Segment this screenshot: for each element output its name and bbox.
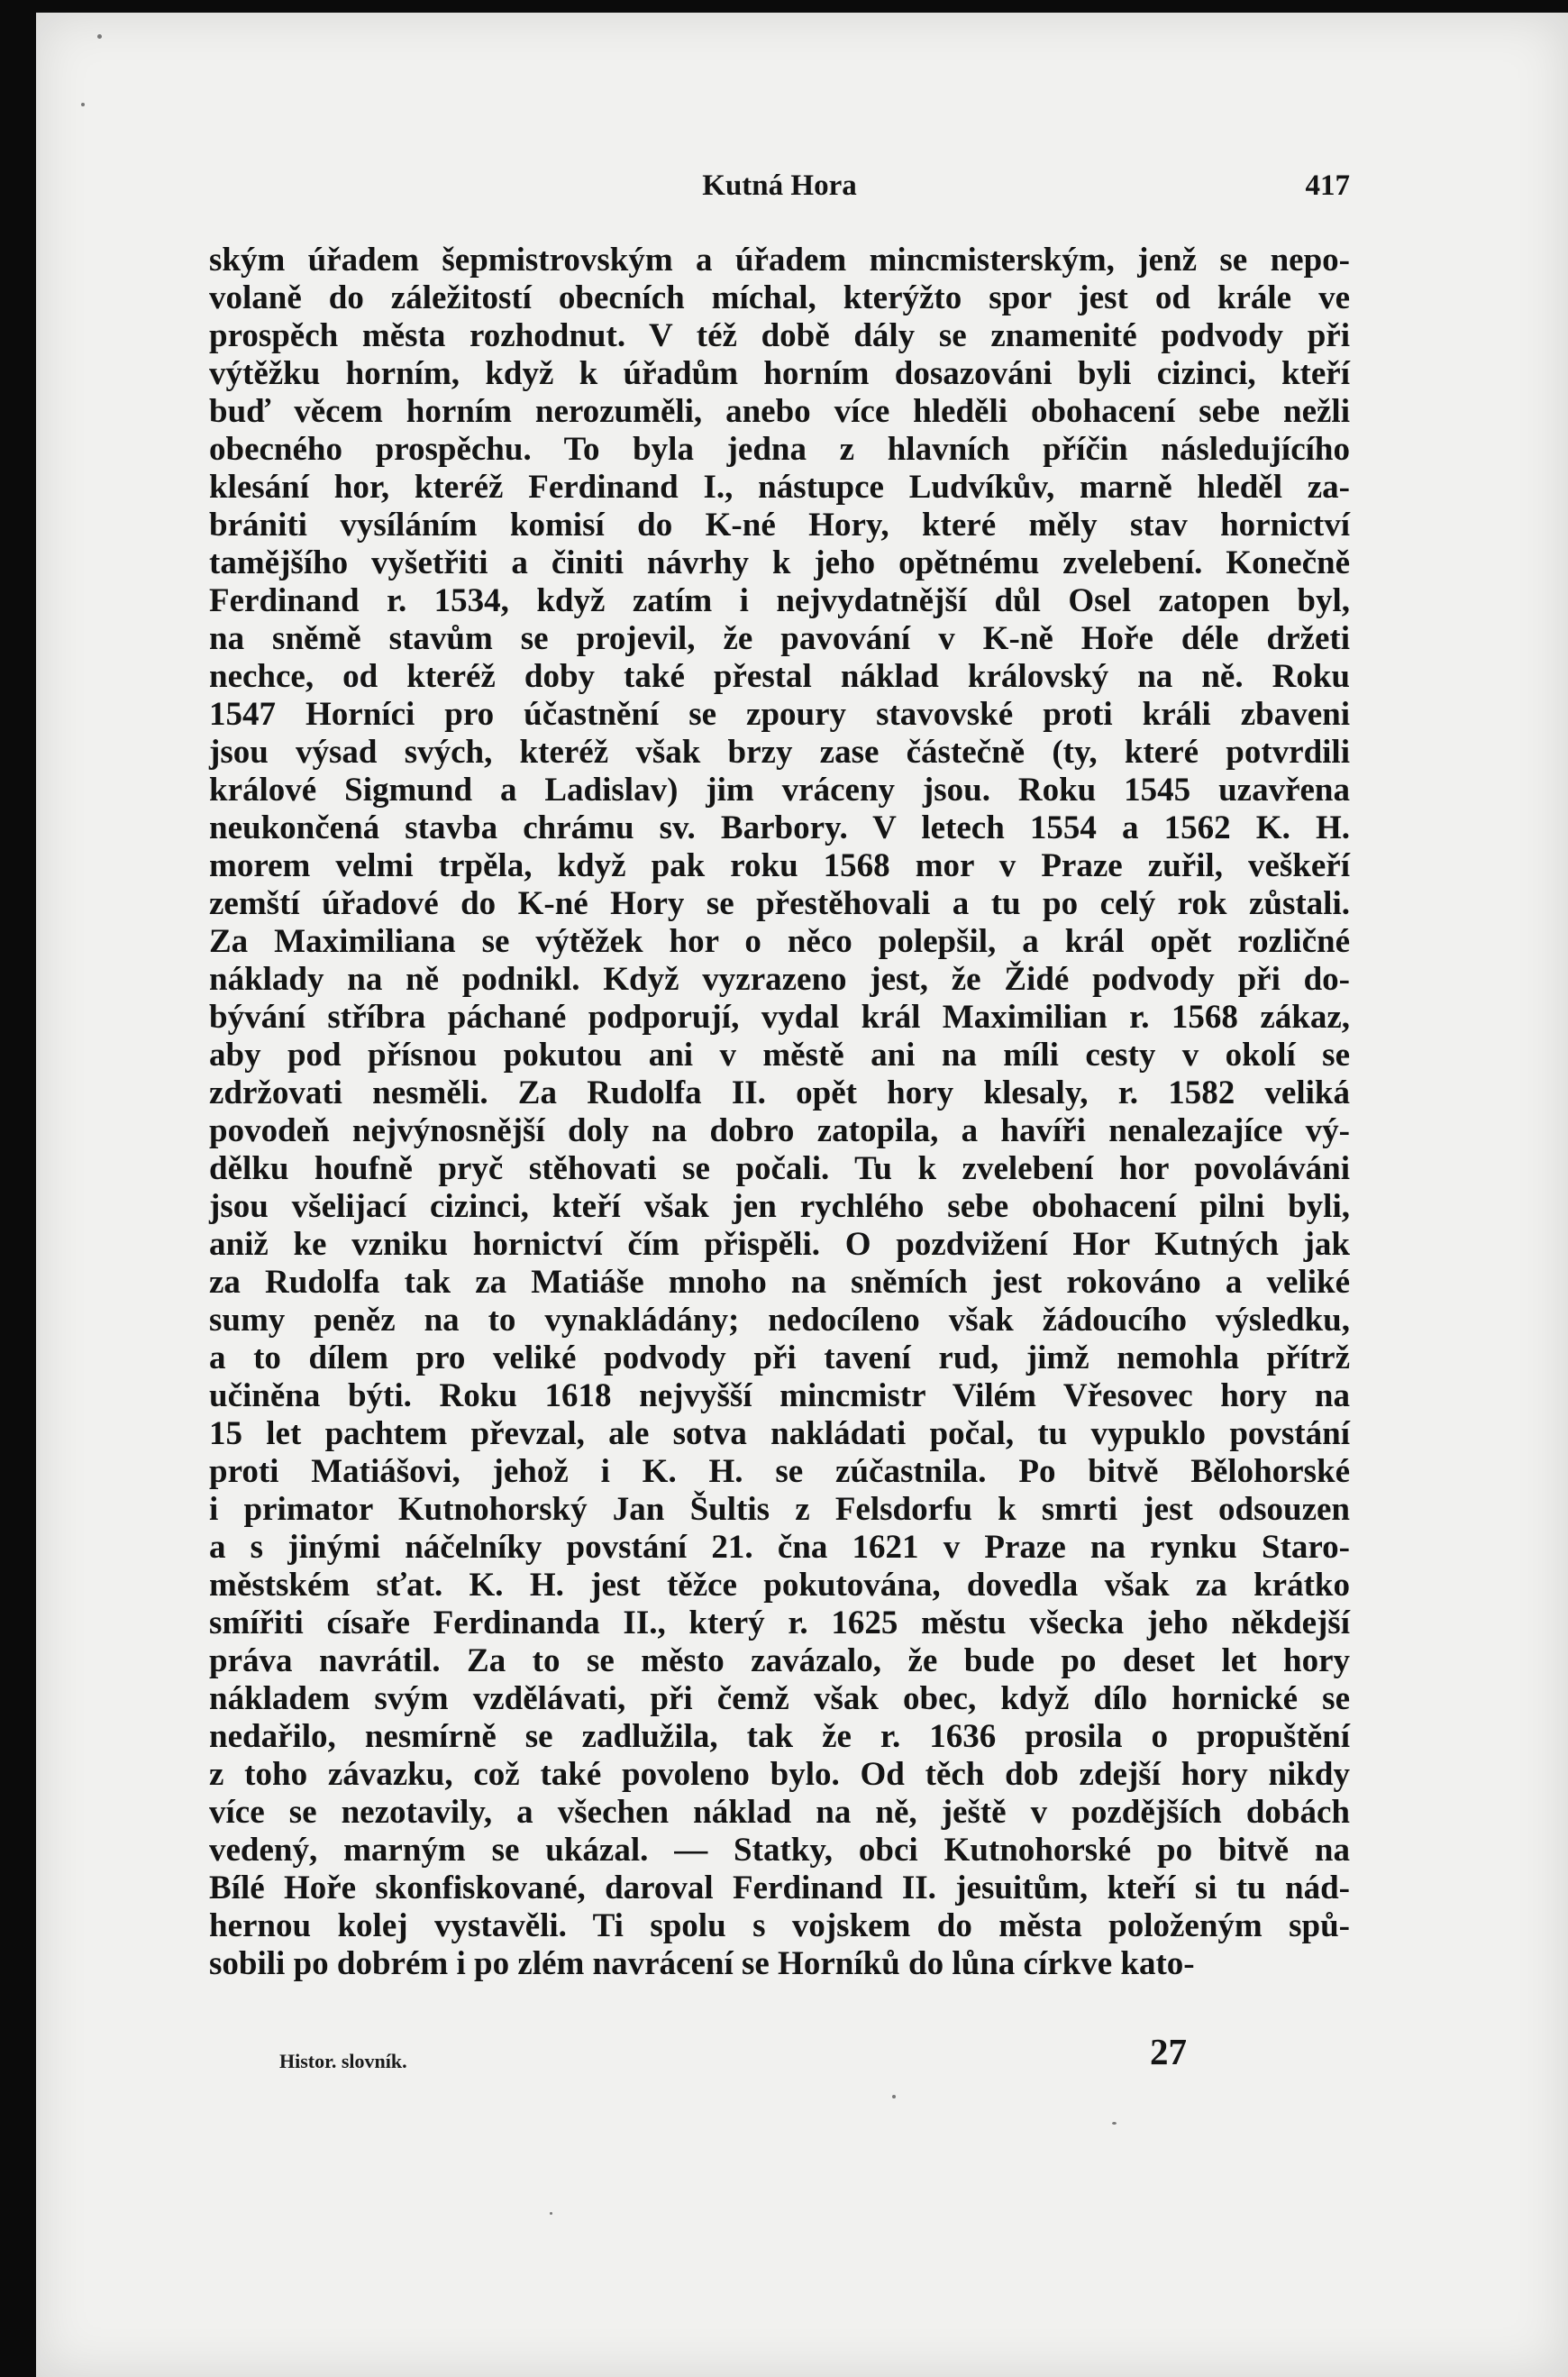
text-line: neukončená stavba chrámu sv. Barbory. V letech 1554 a 1562 K. H. <box>209 809 1350 846</box>
text-line: nedařilo, nesmírně se zadlužila, tak že r. 1636 prosila o propuštění <box>209 1718 1350 1755</box>
text-line: Bílé Hoře skonfiskované, daroval Ferdinand II. jesuitům, kteří si tu nád- <box>209 1870 1350 1906</box>
text-line: 15 let pachtem převzal, ale sotva nakládati počal, tu vypuklo povstání <box>209 1415 1350 1452</box>
text-line: nechce, od kteréž doby také přestal náklad královský na ně. Roku <box>209 658 1350 695</box>
text-line: bývání stříbra páchané podporují, vydal král Maximilian r. 1568 zákaz, <box>209 999 1350 1036</box>
text-line: povodeň nejvýnosnější doly na dobro zatopila, a havíři nenalezajíce vý- <box>209 1112 1350 1149</box>
text-line: i primator Kutnohorský Jan Šultis z Felsdorfu k smrti jest odsouzen <box>209 1491 1350 1528</box>
page-header <box>209 159 1350 213</box>
text-line: nákladem svým vzdělávati, při čemž však obec, když dílo hornické se <box>209 1680 1350 1717</box>
text-line: proti Matiášovi, jehož i K. H. se zúčastnila. Po bitvě Bělohorské <box>209 1453 1350 1490</box>
sheet-number: 27 <box>1150 2031 1187 2072</box>
text-line: ským úřadem šepmistrovským a úřadem mincmisterským, jenž se nepo- <box>209 242 1350 279</box>
text-line: aby pod přísnou pokutou ani v městě ani na míli cesty v okolí se <box>209 1037 1350 1074</box>
text-line: jsou všelijací cizinci, kteří však jen rychlého sebe obohacení pilni byli, <box>209 1188 1350 1225</box>
text-line: klesání hor, kteréž Ferdinand I., nástupce Ludvíkův, marně hleděl za- <box>209 469 1350 506</box>
text-line: tamějšího vyšetřiti a činiti návrhy k jeho opětnému zvelebení. Konečně <box>209 544 1350 581</box>
text-line: zdržovati nesměli. Za Rudolfa II. opět hory klesaly, r. 1582 veliká <box>209 1074 1350 1111</box>
text-line: dělku houfně pryč stěhovati se počali. Tu k zvelebení hor povoláváni <box>209 1150 1350 1187</box>
text-line: a to dílem pro veliké podvody při tavení rud, jimž nemohla přítrž <box>209 1339 1350 1376</box>
text-line: prospěch města rozhodnut. V též době dály se znamenité podvody při <box>209 317 1350 354</box>
text-line: obecného prospěchu. To byla jedna z hlavních příčin následujícího <box>209 431 1350 468</box>
text-line: více se nezotavily, a všechen náklad na ně, ještě v pozdějších dobách <box>209 1794 1350 1831</box>
paper-speck <box>81 103 85 106</box>
text-line: za Rudolfa tak za Matiáše mnoho na sněmích jest rokováno a veliké <box>209 1264 1350 1301</box>
text-line: z toho závazku, což také povoleno bylo. Od těch dob zdejší hory nikdy <box>209 1756 1350 1793</box>
paper-speck <box>892 2095 896 2098</box>
running-title: Kutná Hora <box>702 169 857 202</box>
printer-signature: Histor. slovník. <box>279 2050 407 2072</box>
paper-speck <box>1112 2122 1117 2125</box>
text-line: buď věcem horním nerozuměli, anebo více hleděli obohacení sebe nežli <box>209 393 1350 430</box>
text-line: Za Maximiliana se výtěžek hor o něco polepšil, a král opět rozličné <box>209 923 1350 960</box>
text-line: zemští úřadové do K-né Hory se přestěhovali a tu po celý rok zůstali. <box>209 885 1350 922</box>
text-line: smířiti císaře Ferdinanda II., který r. 1625 městu všecka jeho někdejší <box>209 1604 1350 1641</box>
page-footer <box>234 2030 1316 2093</box>
text-line: náklady na ně podnikl. Když vyzrazeno jest, že Židé podvody při do- <box>209 961 1350 998</box>
body-text <box>209 242 1350 1983</box>
text-line: učiněna býti. Roku 1618 nejvyšší mincmistr Vilém Vřesovec hory na <box>209 1377 1350 1414</box>
text-line: morem velmi trpěla, když pak roku 1568 mor v Praze zuřil, veškeří <box>209 847 1350 884</box>
text-line: vedený, marným se ukázal. — Statky, obci Kutnohorské po bitvě na <box>209 1832 1350 1869</box>
text-line: na sněmě stavům se projevil, že pavování v K-ně Hoře déle držeti <box>209 620 1350 657</box>
text-line: brániti vysíláním komisí do K-né Hory, které měly stav hornictví <box>209 507 1350 544</box>
paper-speck <box>97 34 102 39</box>
text-line: jsou výsad svých, kteréž však brzy zase částečně (ty, které potvrdili <box>209 734 1350 771</box>
text-line: Ferdinand r. 1534, když zatím i nejvydatnější důl Osel zatopen byl, <box>209 582 1350 619</box>
text-line: sumy peněz na to vynakládány; nedocíleno však žádoucího výsledku, <box>209 1302 1350 1339</box>
text-line: práva navrátil. Za to se město zavázalo, že bude po deset let hory <box>209 1642 1350 1679</box>
paper-speck <box>550 2212 552 2215</box>
text-line: sobili po dobrém i po zlém navrácení se Horníků do lůna církve kato- <box>209 1945 1195 1982</box>
text-line: králové Sigmund a Ladislav) jim vráceny jsou. Roku 1545 uzavřena <box>209 772 1350 809</box>
text-line: městském sťat. K. H. jest těžce pokutována, dovedla však za krátko <box>209 1567 1350 1604</box>
text-line: hernou kolej vystavěli. Ti spolu s vojskem do města položeným spů- <box>209 1907 1350 1944</box>
page-number: 417 <box>1305 169 1350 202</box>
text-line: volaně do záležitostí obecních míchal, kterýžto spor jest od krále ve <box>209 279 1350 316</box>
text-line: a s jinými náčelníky povstání 21. čna 1621 v Praze na rynku Staro- <box>209 1529 1350 1566</box>
text-line: aniž ke vzniku hornictví čím přispěli. O pozdvižení Hor Kutných jak <box>209 1226 1350 1263</box>
text-line: výtěžku horním, když k úřadům horním dosazováni byli cizinci, kteří <box>209 355 1350 392</box>
text-line: 1547 Horníci pro účastnění se zpoury stavovské proti králi zbaveni <box>209 696 1350 733</box>
